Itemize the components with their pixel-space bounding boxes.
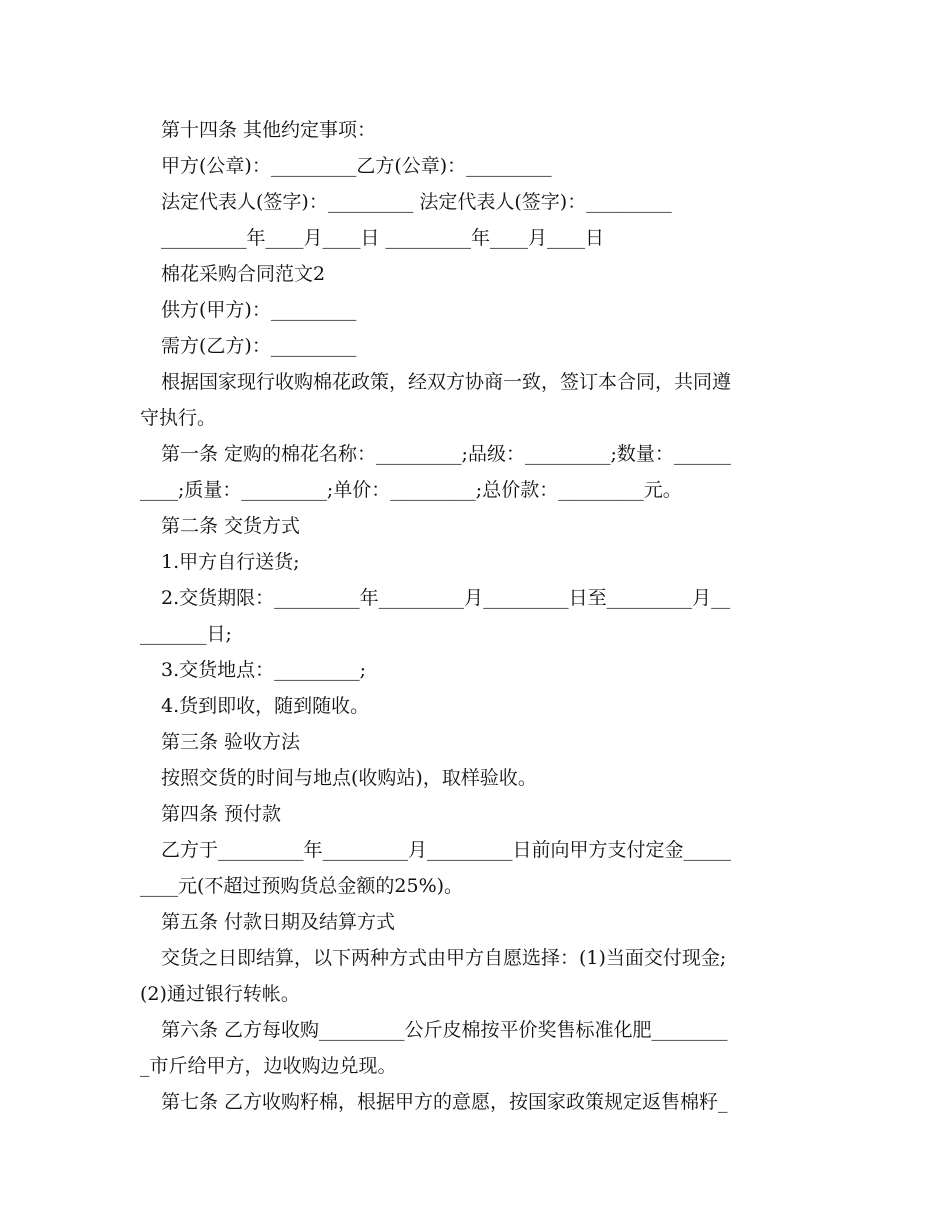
article-14-heading: 第十四条 其他约定事项： <box>161 119 377 141</box>
article-6-line-2: _市斤给甲方，边收购边兑现。 <box>140 1055 397 1077</box>
article-4-body-line-2: ____元(不超过预购货总金额的25%)。 <box>140 875 464 897</box>
article-7-line-1: 第七条 乙方收购籽棉，根据甲方的意愿，按国家政策规定返售棉籽_ <box>161 1091 728 1113</box>
preamble-line-1: 根据国家现行收购棉花政策，经双方协商一致，签订本合同，共同遵 <box>161 371 732 393</box>
article-5-body-line-1: 交货之日即结算，以下两种方式由甲方自愿选择：(1)当面交付现金; <box>161 947 727 969</box>
preamble-line-2: 守执行。 <box>140 407 217 429</box>
delivery-item-2-line-2: _______日; <box>140 623 232 645</box>
article-4-heading: 第四条 预付款 <box>161 803 282 825</box>
delivery-item-4: 4.货到即收，随到随收。 <box>161 695 370 717</box>
article-4-body-line-1: 乙方于_________年_________月_________日前向甲方支付定金_____ <box>161 839 732 861</box>
delivery-item-3: 3.交货地点：_________; <box>161 659 367 681</box>
date-line: _________年____月____日 _________年____月____日 <box>161 227 605 249</box>
article-2-heading: 第二条 交货方式 <box>161 515 301 537</box>
contract-title-2: 棉花采购合同范文2 <box>161 263 326 285</box>
delivery-item-1: 1.甲方自行送货; <box>161 551 300 573</box>
buyer-line: 需方(乙方)：_________ <box>161 335 357 357</box>
supplier-line: 供方(甲方)：_________ <box>161 299 357 321</box>
article-1-line-2: ____;质量：_________;单价：_________;总价款：_________元。 <box>140 479 682 501</box>
delivery-item-2-line-1: 2.交货期限：_________年_________月_________日至_________月__ <box>161 587 731 609</box>
article-5-body-line-2: (2)通过银行转帐。 <box>140 983 300 1005</box>
seal-line: 甲方(公章)：_________乙方(公章)：_________ <box>161 155 552 177</box>
article-1-line-1: 第一条 定购的棉花名称：_________;品级：_________;数量：______ <box>161 443 731 465</box>
article-6-line-1: 第六条 乙方每收购_________公斤皮棉按平价奖售标准化肥________ <box>161 1019 728 1041</box>
signature-line: 法定代表人(签字)：_________ 法定代表人(签字)：_________ <box>161 191 672 213</box>
article-5-heading: 第五条 付款日期及结算方式 <box>161 911 396 933</box>
article-3-body: 按照交货的时间与地点(收购站)，取样验收。 <box>161 767 537 789</box>
article-3-heading: 第三条 验收方法 <box>161 731 301 753</box>
